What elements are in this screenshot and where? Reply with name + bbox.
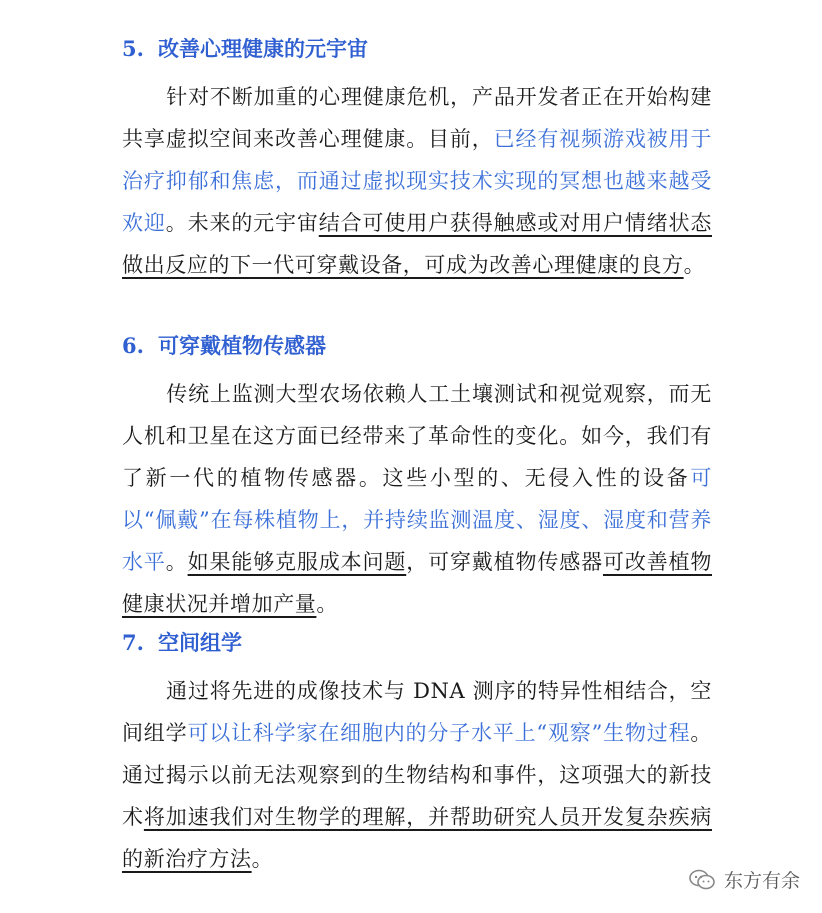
paragraph-mid: 。未来的元宇宙 — [165, 211, 319, 235]
section-6-paragraph — [122, 373, 712, 625]
section-6-heading — [122, 331, 326, 361]
paragraph-tail: 。 — [683, 253, 706, 277]
paragraph-tail: 。 — [316, 592, 339, 616]
highlight-text: 可以让科学家在细胞内的分子水平上“观察”生物过程 — [187, 721, 691, 745]
paragraph-mid: 。 — [165, 550, 188, 574]
underlined-text: 将加速我们对生物学的理解，并帮助研究人员开发复杂疾病的新治疗方法 — [122, 805, 712, 871]
paragraph-lead: 传统上监测大型农场依赖人工土壤测试和视觉观察，而无人机和卫星在这方面已经带来了革命性的变化。如今，我们有了新一代的植物传感器。这些小型的、无侵入性的设备 — [122, 382, 712, 490]
section-number: 6. — [122, 333, 144, 358]
section-7-paragraph — [122, 670, 712, 880]
paragraph-lead: 针对不断加重的心理健康危机，产品开发者正在开始构建共享虚拟空间来改善心理健康。目前， — [122, 85, 712, 151]
section-title: 可穿戴植物传感器 — [158, 334, 326, 358]
section-number: 5. — [122, 36, 144, 61]
watermark-text: 东方有余 — [723, 870, 800, 892]
watermark — [688, 866, 800, 893]
paragraph-mid: 。通过揭示以前无法观察到的生物结构和事件，这项强大的新技术 — [122, 721, 712, 829]
paragraph-tail: 。 — [251, 847, 274, 871]
section-5-heading — [122, 34, 368, 64]
section-title: 改善心理健康的元宇宙 — [158, 37, 368, 61]
paragraph-lead: 通过将先进的成像技术与 DNA 测序的特异性相结合，空间组学 — [122, 679, 712, 745]
section-number: 7. — [122, 630, 144, 655]
section-7-heading — [122, 628, 242, 658]
section-5-paragraph — [122, 76, 712, 286]
underlined-text: 如果能够克服成本问题 — [187, 550, 407, 574]
underlined-text-2: 可改善植物健康状况并增加产量 — [122, 550, 713, 616]
section-title: 空间组学 — [158, 631, 242, 655]
highlight-text: 可以“佩戴”在每株植物上，并持续监测温度、湿度、湿度和营养水平 — [122, 466, 712, 574]
wechat-icon — [688, 868, 716, 892]
paragraph-mid-2: ，可穿戴植物传感器 — [406, 550, 603, 574]
underlined-text: 结合可使用户获得触感或对用户情绪状态做出反应的下一代可穿戴设备，可成为改善心理健康的良方 — [122, 211, 712, 277]
highlight-text: 已经有视频游戏被用于治疗抑郁和焦虑，而通过虚拟现实技术实现的冥想也越来越受欢迎 — [122, 127, 713, 235]
